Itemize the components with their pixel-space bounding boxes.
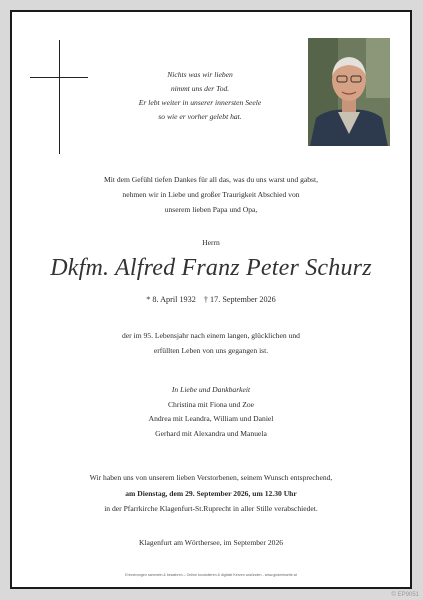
cross-horizontal-bar [30,77,88,78]
death-date: † 17. September 2026 [203,295,276,304]
watermark: © EP9051 [391,592,419,598]
life-dates [12,295,410,304]
intro-text [12,172,410,217]
service-line: Wir haben uns von unserem lieben Verstorbenen, seinem Wunsch entsprechend, [89,473,333,482]
poem-line: Er lebt weiter in unserer innersten Seele [138,98,262,107]
intro-line: Mit dem Gefühl tiefen Dankes für all das, was du uns warst und gabst, [103,175,319,184]
life-text [12,328,410,358]
deceased-name: Dkfm. Alfred Franz Peter Schurz [50,255,372,281]
memorial-poem [100,68,300,124]
cross-vertical-bar [59,40,60,154]
intro-line: unserem lieben Papa und Opa, [164,205,258,214]
family-member-line: Andrea mit Leandra, William und Daniel [148,414,274,423]
birth-date: * 8. April 1932 [146,295,196,304]
life-line: erfüllten Leben von uns gegangen ist. [153,346,269,355]
footer-note: Erinnerungen sammeln & bewahren – Online kondolieren & digitale Kerzen anzünden - www.gedenkseite.at [125,573,297,577]
life-line: der im 95. Lebensjahr nach einem langen, glücklichen und [122,331,300,340]
poem-line: Nichts was wir lieben [167,70,233,79]
poem-line: so wie er vorher gelebt hat. [158,112,242,121]
family-mourners [12,383,410,441]
service-location: in der Pfarrkirche Klagenfurt-St.Ruprecht in aller Stille verabschiedet. [104,504,318,513]
intro-line: nehmen wir in Liebe und großer Traurigkeit Abschied von [122,190,300,199]
portrait-photo [308,38,390,146]
funeral-service-info [12,470,410,517]
obituary-card [10,10,412,589]
portrait-illustration [308,38,390,146]
salutation: Herrn [202,238,220,247]
poem-line: nimmt uns der Tod. [170,84,230,93]
family-member-line: Gerhard mit Alexandra und Manuela [155,428,267,438]
place-and-date: Klagenfurt am Wörthersee, im September 2026 [138,538,284,547]
family-heading: In Liebe und Dankbarkeit [171,385,251,394]
family-member-line: Christina mit Fiona und Zoe [167,399,255,409]
service-date-time: am Dienstag, dem 29. September 2026, um 12.30 Uhr [125,488,297,498]
